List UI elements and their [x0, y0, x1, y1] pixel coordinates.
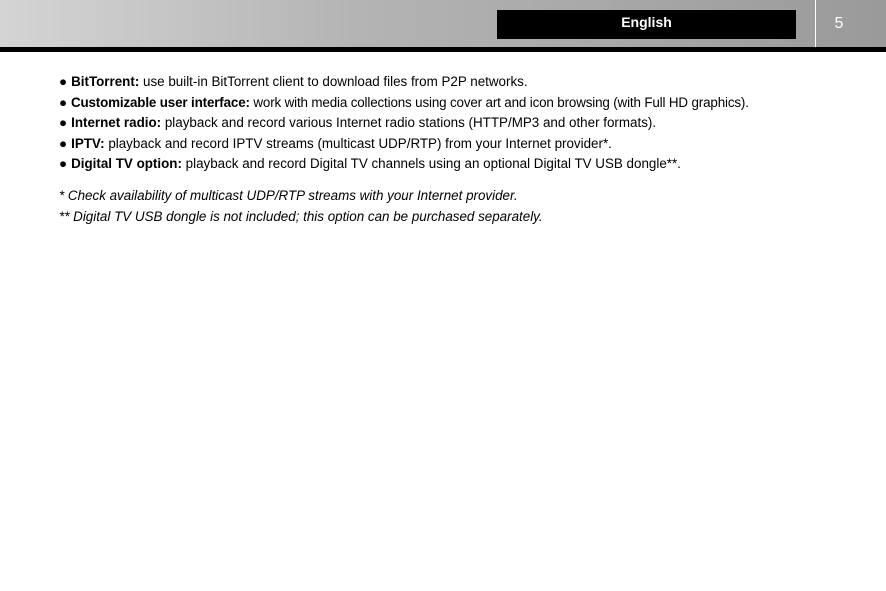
list-item — [59, 93, 749, 114]
feature-term: Digital TV option: — [71, 156, 182, 172]
list-item — [59, 113, 749, 134]
feature-term: Customizable user interface: — [70, 94, 250, 110]
bullet-icon: ● — [59, 74, 68, 89]
language-label: English — [497, 10, 796, 39]
bullet-icon: ● — [59, 135, 68, 151]
bullet-icon: ● — [59, 115, 68, 131]
feature-description: work with media collections using cover art and icon browsing (with Full HD graphics). — [253, 94, 749, 110]
feature-description: use built-in BitTorrent client to download files from P2P networks. — [143, 74, 528, 89]
footnote-multicast: * Check availability of multicast UDP/RTP streams with your Internet provider. — [59, 188, 518, 203]
feature-description: playback and record Digital TV channels using an optional Digital TV USB dongle**. — [185, 156, 681, 172]
footnote-dongle: ** Digital TV USB dongle is not included; this option can be purchased separately. — [59, 209, 543, 224]
bullet-icon: ● — [59, 156, 68, 172]
header-rule — [0, 47, 886, 52]
footnotes — [59, 185, 543, 227]
feature-description: playback and record IPTV streams (multicast UDP/RTP) from your Internet provider*. — [108, 135, 612, 151]
page-number: 5 — [834, 15, 844, 32]
list-item — [59, 134, 749, 155]
list-item — [59, 154, 749, 175]
feature-list — [59, 72, 749, 175]
bullet-icon: ● — [59, 94, 67, 110]
list-item — [59, 72, 749, 93]
feature-term: IPTV: — [71, 135, 105, 151]
feature-term: Internet radio: — [71, 115, 162, 131]
feature-term: BitTorrent: — [71, 74, 140, 89]
page-header — [0, 0, 886, 47]
feature-description: playback and record various Internet radio stations (HTTP/MP3 and other formats). — [164, 115, 657, 131]
